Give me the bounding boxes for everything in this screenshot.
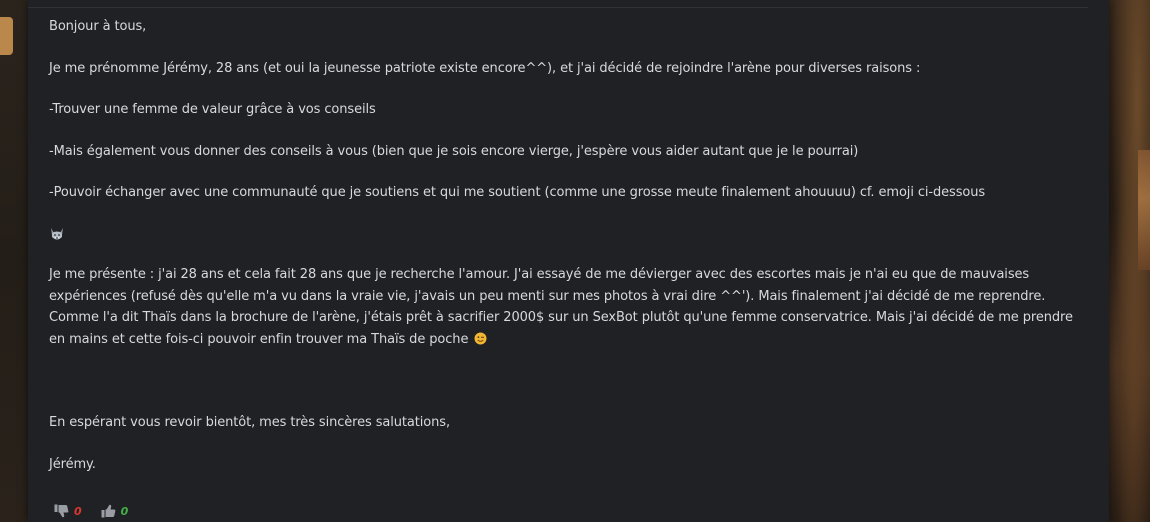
post-reason-1: -Trouver une femme de valeur grâce à vos conseils bbox=[49, 102, 376, 117]
background-decoration bbox=[1138, 150, 1150, 270]
winking-face-emoji-icon bbox=[474, 331, 487, 344]
post-closing: En espérant vous revoir bientôt, mes très sincères salutations, bbox=[49, 415, 451, 430]
wolf-emoji-icon bbox=[49, 227, 65, 243]
post-greeting: Bonjour à tous, bbox=[49, 19, 147, 34]
post-presentation bbox=[49, 264, 1089, 350]
thumbs-down-icon bbox=[54, 504, 69, 518]
upvote-count: 0 bbox=[120, 504, 129, 518]
upvote-button[interactable] bbox=[101, 504, 129, 518]
page-background-left bbox=[0, 0, 28, 522]
post-presentation-text: Je me présente : j'ai 28 ans et cela fait 28 ans que je recherche l'amour. J'ai essayé de me dévierger avec des escortes mais je n'ai eu que de mauvaises expériences (refusé dès qu'elle m'a vu dans la vraie vie, j'avais un peu menti sur mes photos à vrai dire ^^'). Mais finalement j'ai décidé de me reprendre. Comme l'a dit Thaïs dans la brochure de l'arène, j'étais prêt à sacrifier 2000$ sur un SexBot plutôt qu'une femme conservatrice. Mais j'ai décidé de me prendre en mains et cette fois-ci pouvoir enfin trouver ma Thaïs de poche bbox=[49, 267, 1073, 347]
side-tab[interactable] bbox=[0, 17, 13, 55]
post-spacer bbox=[49, 370, 1089, 412]
post-body bbox=[49, 16, 1089, 495]
post-signature: Jérémy. bbox=[49, 456, 96, 472]
post-reason-2: -Mais également vous donner des conseils à vous (bien que je sois encore vierge, j'espère vous aider autant que je le pourrai) bbox=[49, 143, 859, 159]
page-background-right bbox=[1108, 0, 1150, 522]
post-emoji-line bbox=[49, 224, 1089, 248]
downvote-button[interactable] bbox=[54, 504, 82, 518]
post-reason-3: -Pouvoir échanger avec une communauté que je soutiens et qui me soutient (comme une grosse meute finalement ahouuuu) cf. emoji ci-dessous bbox=[49, 185, 986, 200]
post-divider bbox=[28, 7, 1088, 8]
vote-bar bbox=[54, 502, 128, 520]
post-intro: Je me prénomme Jérémy, 28 ans (et oui la jeunesse patriote existe encore^^), et j'ai décidé de rejoindre l'arène pour diverses raisons : bbox=[49, 60, 921, 76]
thumbs-up-icon bbox=[101, 504, 116, 518]
downvote-count: 0 bbox=[74, 504, 82, 518]
